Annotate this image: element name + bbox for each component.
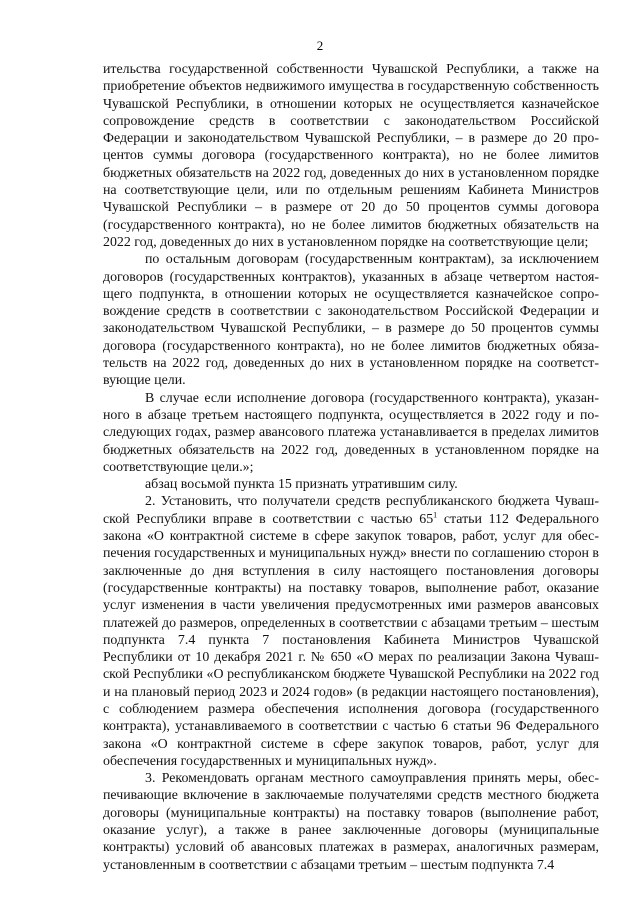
document-body xyxy=(103,61,599,874)
paragraph-item-3: 3. Рекомендовать органам местного самоуправления принять меры, обеспечивающие включение в заключаемые получателями средств местного бюджета договоры (муниципальные контракты) на поставку товаров (выполнение работ, оказание услуг), а также в ранее заключенные договоры (муниципальные контракты) условий об авансовых платежах в размерах, аналогичных размерам, установленным в соответствии с абзацами третьим – шестым подпункта 7.4 xyxy=(103,771,599,873)
paragraph-continuation: ительства государственной собственности Чувашской Республики, а также на приобретение объектов недвижимого имущества в государственную собственность Чувашской Республики, в отношении которых не осуществляется казначейское сопровождение средств в соответствии с законодательством Российской Федерации и законодательством Чувашской Республики, – в размере до 20 процентов суммы договора (государственного контракта), но не более лимитов бюджетных обязательств на 2022 год, доведенных до них в установленном порядке на соответствующие цели, или по отдельным решениям Кабинета Министров Чувашской Республики – в размере от 20 до 50 процентов суммы договора (государственного контракта), но не более лимитов бюджетных обязательств на 2022 год, доведенных до них в установленном порядке на соответствующие цели; xyxy=(103,62,599,250)
page-number: 2 xyxy=(316,38,324,53)
item-2-superscript: 1 xyxy=(433,510,438,520)
item-2-text-part-2: статьи 112 Федерального закона «О контрактной системе в сфере закупок товаров, работ, услуг для обеспечения государственных и муниципальных нужд» внести по соглашению сторон в заключенные до дня вступления в силу настоящего постановления договоры (государственные контракты) на поставку товаров, выполнение работ, оказание услуг изменения в части увеличения предусмотренных ими размеров авансовых платежей до размеров, определенных в соответствии с абзацами третьим – шестым подпункта 7.4 пункта 7 постановления Кабинета Министров Чувашской Республики от 10 декабря 2021 г. № 650 «О мерах по реализации Закона Чувашской Республики «О республиканском бюджете Чувашской Республики на 2022 год и на плановый период 2023 и 2024 годов» (в редакции настоящего постановления), с соблюдением размера обеспечения исполнения договора (государственного контракта), устанавливаемого в соответствии с частью 6 статьи 96 Федерального закона «О контрактной системе в сфере закупок товаров, работ, услуг для обеспечения государственных и муниципальных нужд». xyxy=(103,511,600,769)
item-2-text-part-1: 2. Установить, что получатели средств республиканского бюджета Чувашской Республики вправе в соответствии с частью 65 xyxy=(103,494,599,527)
paragraph-repeal-clause: абзац восьмой пункта 15 признать утратившим силу. xyxy=(145,477,458,493)
paragraph-multi-year-contracts: В случае если исполнение договора (государственного контракта), указанного в абзаце третьем настоящего подпункта, осуществляется в 2022 году и последующих годах, размер авансового платежа устанавливается в пределах лимитов бюджетных обязательств на 2022 год, доведенных в установленном порядке на соответствующие цели.»; xyxy=(103,390,599,475)
paragraph-item-2 xyxy=(103,493,599,770)
paragraph-other-contracts: по остальным договорам (государственным контрактам), за исключением договоров (государственных контрактов), указанных в абзаце четвертом настоящего подпункта, в отношении которых не осуществляется казначейское сопровождение средств в соответствии с законодательством Российской Федерации и законодательством Чувашской Республики, – в размере до 50 процентов суммы договора (государственного контракта), но не более лимитов бюджетных обязательств на 2022 год, доведенных до них в установленном порядке на соответствующие цели. xyxy=(103,252,599,389)
